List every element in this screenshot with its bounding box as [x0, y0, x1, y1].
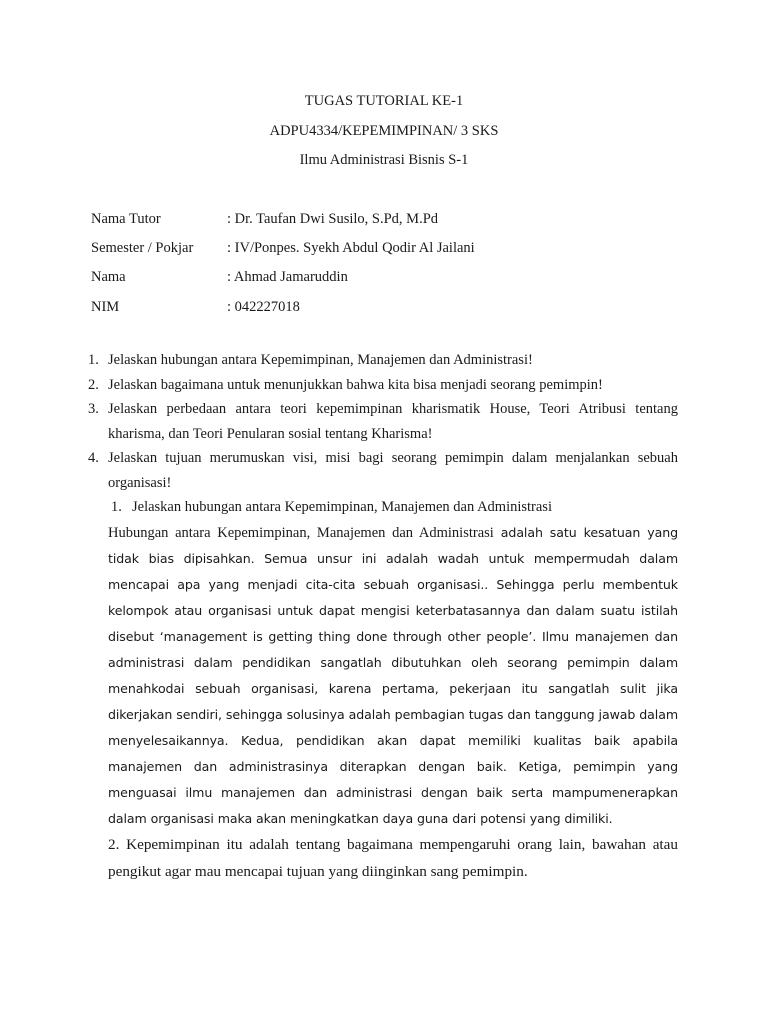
course-code: ADPU4334/KEPEMIMPINAN/ 3 SKS — [269, 123, 499, 139]
question-number: 4. — [88, 450, 99, 466]
question-item — [88, 397, 678, 446]
info-label: Semester / Pokjar — [91, 240, 194, 256]
document-title: TUGAS TUTORIAL KE-1 — [304, 93, 464, 109]
question-text: Jelaskan perbedaan antara teori kepemimpinan kharismatik House, Teori Atribusi tentang kharisma, dan Teori Penularan sosial tentang Kharisma! — [108, 401, 678, 442]
answer-heading-text: Jelaskan hubungan antara Kepemimpinan, Manajemen dan Administrasi — [132, 499, 552, 515]
info-label: Nama — [91, 269, 126, 285]
info-value: : IV/Ponpes. Syekh Abdul Qodir Al Jailani — [227, 240, 475, 256]
info-value: : Dr. Taufan Dwi Susilo, S.Pd, M.Pd — [227, 211, 439, 227]
question-number: 1. — [88, 352, 99, 368]
question-text: Jelaskan bagaimana untuk menunjukkan bahwa kita bisa menjadi seorang pemimpin! — [108, 376, 603, 393]
answer-1-paragraph — [108, 520, 678, 832]
answer-1-heading — [111, 498, 552, 516]
question-text: Jelaskan hubungan antara Kepemimpinan, Manajemen dan Administrasi! — [108, 352, 533, 368]
info-label: NIM — [91, 299, 120, 315]
question-number: 3. — [88, 401, 99, 417]
question-item — [88, 373, 678, 398]
info-label: Nama Tutor — [91, 211, 161, 227]
answer-1-body: adalah satu kesatuan yang tidak bias dipisahkan. Semua unsur ini adalah wadah untuk mempermudah dalam mencapai apa yang menjadi cita-cita sebuah organisasi.. Sehingga perlu membentuk kelompok atau organisasi untuk dapat mengisi keterbatasannya dan dalam suatu istilah disebut ‘management is getting thing done through other people’. Ilmu manajemen dan administrasi dalam pendidikan sangatlah dibutuhkan oleh seorang pemimpin dalam menahkodai sebuah organisasi, karena pertama, pekerjaan itu sangatlah sulit jika dikerjakan sendiri, sehingga solusinya adalah pembagian tugas dan tanggung jawab dalam menyelesaikannya. Kedua, pendidikan akan dapat memiliki kualitas baik apabila manajemen dan administrasinya diterapkan dengan baik. Ketiga, pemimpin yang menguasai ilmu manajemen dan administrasi dengan baik serta mampumenerapkan dalam organisasi maka akan meningkatkan daya guna dari potensi yang dimiliki. — [108, 525, 678, 826]
info-value: : 042227018 — [227, 299, 300, 315]
answer-1-lead: Hubungan antara Kepemimpinan, Manajemen dan Administrasi — [108, 525, 494, 541]
program-name: Ilmu Administrasi Bisnis S-1 — [299, 152, 469, 168]
question-number: 2. — [88, 376, 99, 393]
question-list — [88, 348, 678, 495]
answer-2-paragraph: 2. Kepemimpinan itu adalah tentang bagaimana mempengaruhi orang lain, bawahan atau pengikut agar mau mencapai tujuan yang diinginkan sang pemimpin. — [108, 836, 678, 880]
answer-number: 1. — [111, 499, 122, 515]
info-value: : Ahmad Jamaruddin — [227, 269, 348, 285]
question-text: Jelaskan tujuan merumuskan visi, misi bagi seorang pemimpin dalam menjalankan sebuah organisasi! — [108, 450, 678, 491]
question-item — [88, 348, 678, 373]
question-item — [88, 446, 678, 495]
